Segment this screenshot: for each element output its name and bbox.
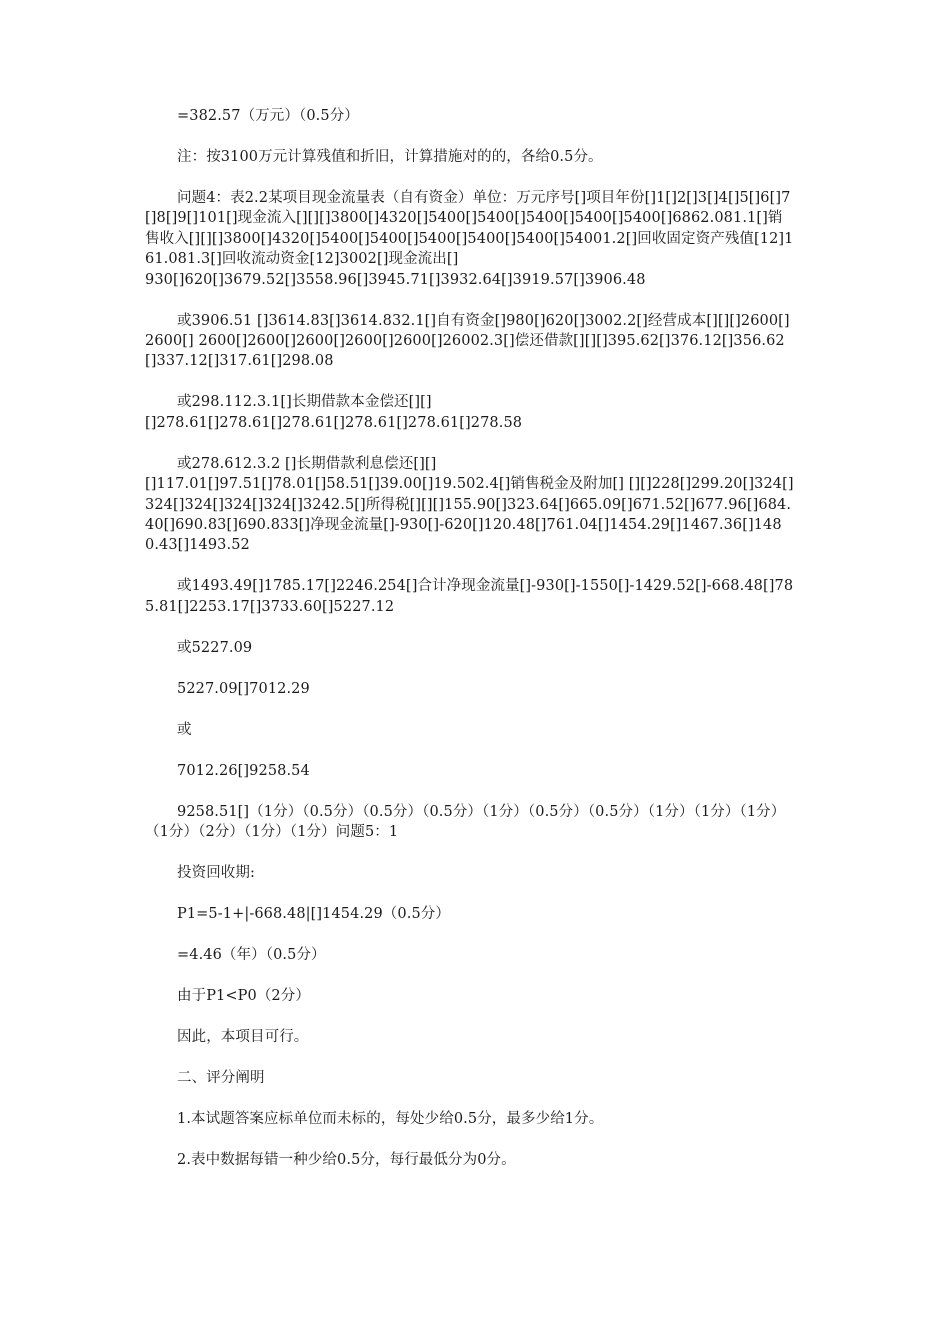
paragraph-or: 或: [177, 721, 192, 738]
paragraph-table-cont-4: 或1493.49[]1785.17[]2246.254[]合计净现金流量[]-930[]-1550[]-1429.52[]-668.48[]785.81[]2253.17[]3733.60[]5227.12: [145, 578, 794, 615]
paragraph-result: =382.57（万元）（0.5分）: [177, 108, 359, 124]
paragraph-value-2: 7012.26[]9258.54: [177, 762, 310, 779]
paragraph-table-cont-3: 或278.612.3.2 []长期借款利息偿还[][] []117.01[]97.51[]78.01[]58.51[]39.00[]19.502.4[]销售税金及附加[] [][]228[]299.20[]324[]324[]324[]324[]324[]3242.5[]所得税[][][]155.90[]323.64[]665.09[]671.52[]677.96[]684.40[]690.83[]690.833[]净现金流量[]-930[]-620[]120.48[]761.04[]1454.29[]1467.36[]1480.43[]1493.52: [145, 455, 794, 554]
paragraph-table-cont-1: 或3906.51 []3614.83[]3614.832.1[]自有资金[]980[]620[]3002.2[]经营成本[][][]2600[]2600[] 2600[]2600[]2600[]2600[]2600[]26002.3[]偿还借款[][][]395.62[]376.12[]356.62 []337.12[]317.61[]298.08: [145, 312, 790, 370]
paragraph-payback-result: =4.46（年）（0.5分）: [177, 947, 326, 964]
paragraph-note: 注：按3100万元计算残值和折旧，计算措施对的的，各给0.5分。: [177, 149, 603, 165]
paragraph-scores: 9258.51[]（1分）（0.5分）（0.5分）（0.5分）（1分）（0.5分）（0.5分）（1分）（1分）（1分）（1分）（2分）（1分）（1分）问题5：1: [145, 803, 786, 841]
section-heading-scoring: 二、评分阐明: [177, 1070, 265, 1087]
paragraph-payback-heading: 投资回收期:: [177, 865, 255, 882]
paragraph-conclusion: 因此，本项目可行。: [177, 1029, 309, 1046]
paragraph-scoring-rule-2: 2.表中数据每错一种少给0.5分，每行最低分为0分。: [177, 1152, 516, 1169]
document-body: [145, 106, 795, 1191]
paragraph-comparison: 由于P1<P0（2分）: [177, 988, 310, 1005]
paragraph-value-1: 5227.09[]7012.29: [177, 680, 310, 697]
paragraph-table-cont-2: 或298.112.3.1[]长期借款本金偿还[][] []278.61[]278.61[]278.61[]278.61[]278.61[]278.58: [145, 394, 523, 431]
paragraph-scoring-rule-1: 1.本试题答案应标单位而未标的，每处少给0.5分，最多少给1分。: [177, 1111, 604, 1128]
paragraph-payback-formula: P1=5-1+|-668.48|[]1454.29（0.5分）: [177, 906, 450, 923]
paragraph-alt-value-1: 或5227.09: [177, 639, 253, 656]
paragraph-question-4-table: 问题4：表2.2某项目现金流量表（自有资金）单位：万元序号[]项目年份[]1[]2[]3[]4[]5[]6[]7[]8[]9[]101[]现金流入[][][]3800[]4320[]5400[]5400[]5400[]5400[]5400[]6862.081.1[]销售收入[][][]3800[]4320[]5400[]5400[]5400[]5400[]5400[]54001.2[]回收固定资产残值[12]161.081.3[]回收流动资金[12]3002[]现金流出[] 930[]620[]3679.52[]3558.96[]3945.71[]3932.64[]3919.57[]3906.48: [145, 190, 794, 288]
